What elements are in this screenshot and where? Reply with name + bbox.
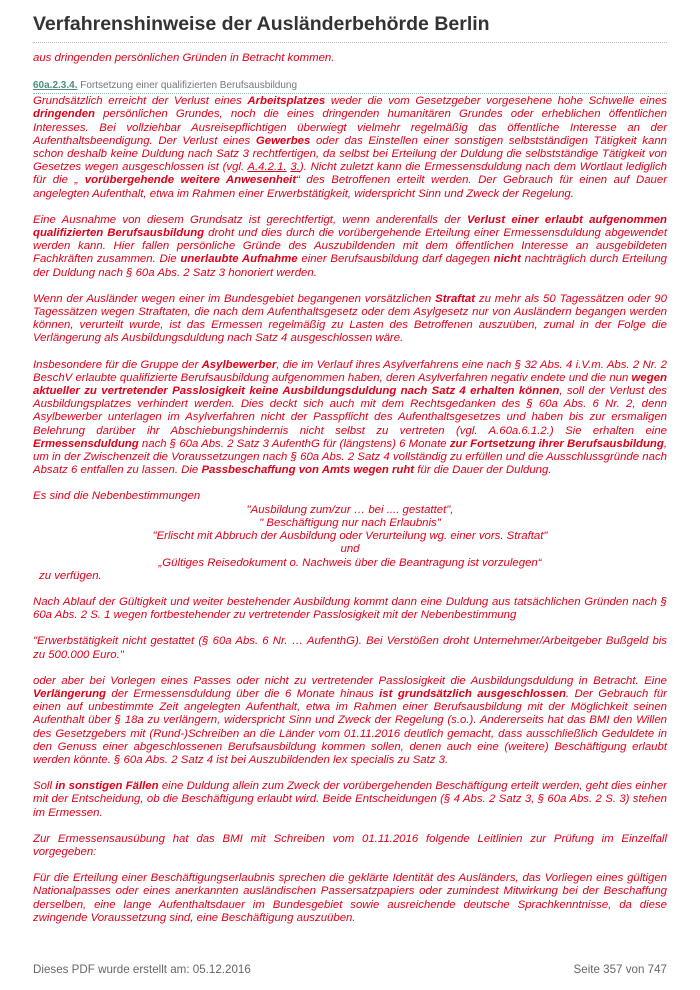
condition-line: "Erlischt mit Abbruch der Ausbildung oder Verurteilung wg. einer vors. Straftat" <box>152 530 548 543</box>
page-title: Verfahrenshinweise der Ausländerbehörde Berlin <box>33 13 490 35</box>
title-divider <box>33 42 667 43</box>
conditions-block <box>33 490 667 582</box>
conditions-lead: Es sind die Nebenbestimmungen <box>33 490 201 503</box>
condition-line: " Beschäftigung nur nach Erlaubnis" <box>259 516 441 529</box>
intro-text: aus dringenden persönlichen Gründen in Betracht kommen. <box>33 52 335 64</box>
paragraph-8: oder aber bei Vorlegen eines Passes oder nicht zu vertretender Passlosigkeit die Ausbildungsduldung in Betracht. Eine Verlängerung der Ermessensduldung über die 6 Monate hinaus ist grundsätzlich ausgeschlossen. Der Gebrauch für einen auf unbestimmte Zeit angelegten Aufenthalt, etwa im Rahmen einer Berufsausbildung mit der Möglichkeit seinen Aufenthalt über § 18a zu verlängern, widerspricht Sinn und Zweck der Regelung (s.o.). Andererseits hat das BMI den Willen des Gesetzgebers mit (Rund-)Schreiben an die Länder vom 01.11.2016 deutlich gemacht, dass ausschließlich Geduldete in den Genuss einer abgeschlossenen Berufsausbildung kommen sollen, denen auch eine (weitere) Beschäftigung erlaubt werden könnte. § 60a Abs. 2 Satz 4 ist bei Auszubildenden lex specialis zu Satz 3. <box>33 674 667 766</box>
document-page <box>33 0 667 925</box>
footer-created-date: Dieses PDF wurde erstellt am: 05.12.2016 <box>33 963 251 976</box>
paragraph-2: Eine Ausnahme von diesem Grundsatz ist gerechtfertigt, wenn anderenfalls der Verlust einer erlaubt aufgenommen qualifizierten Berufsausbildung droht und dies durch die vorübergehende Erteilung einer Ermessensduldung abgewendet werden kann. Hier fallen persönliche Gründe des Auszubildenden mit dem öffentlichen Interesse an ausgebildeten Fachkräften zusammen. Die unerlaubte Aufnahme einer Berufsausbildung darf dagegen nicht nachträglich durch Erteilung der Duldung nach § 60a Abs. 2 Satz 3 honoriert werden. <box>33 213 667 279</box>
section-heading <box>33 80 667 92</box>
footer-page-number: Seite 357 von 747 <box>573 963 667 976</box>
reference-link-a421[interactable]: A.4.2.1. <box>247 161 287 174</box>
paragraph-7: "Erwerbstätigkeit nicht gestattet (§ 60a Abs. 6 Nr. … AufenthG). Bei Verstößen droht Unternehmer/Arbeitgeber Bußgeld bis zu 500.000 Euro." <box>33 635 667 661</box>
conditions-tail: zu verfügen. <box>39 569 102 582</box>
paragraph-1: Grundsätzlich erreicht der Verlust eines Arbeitsplatzes weder die vom Gesetzgeber vorgesehene hohe Schwelle eines dringenden persönlichen Grundes, noch die eines dringenden humanitären Grundes oder erheblichen öffentlichen Interesses. Bei vollziehbar Ausreisepflichtigen überwiegt vielmehr regelmäßig das öffentliche Interesse an der Aufenthaltsbeendigung. Der Verlust eines Gewerbes oder das Einstellen einer sonstigen selbstständigen Tätigkeit kann schon deshalb keine Duldung nach Satz 3 rechtfertigen, da selbst bei Erteilung der Duldung die selbstständige Tätigkeit von Gesetzes wegen ausgeschlossen ist (vgl. A.4.2.1. 3.). Nicht zuletzt kann die Ermessensduldung nach dem Wortlaut lediglich für die „ vorübergehende weitere Anwesenheit“ des Betroffenen erteilt werden. Der Gebrauch für einen auf Dauer angelegten Aufenthalt, etwa im Rahmen einer Erwerbstätigkeit, widerspricht Sinn und Zweck der Regelung. <box>33 95 667 200</box>
section-number-link[interactable]: 60a.2.3.4. <box>33 80 78 92</box>
paragraph-10: Zur Ermessensausübung hat das BMI mit Schreiben vom 01.11.2016 folgende Leitlinien zur Prüfung im Einzelfall vorgegeben: <box>33 832 667 858</box>
reference-link-3[interactable]: 3. <box>290 161 300 174</box>
paragraph-4: Insbesondere für die Gruppe der Asylbewerber, die im Verlauf ihres Asylverfahrens eine nach § 32 Abs. 4 i.V.m. Abs. 2 Nr. 2 BeschV erlaubte qualifizierte Berufsausbildung aufgenommen haben, deren Asylverfahren negativ endete und die nun wegen aktueller zu vertretender Passlosigkeit keine Ausbildungsduldung nach Satz 4 erhalten können, soll der Verlust des Ausbildungsplatzes verhindert werden. Dies deckt sich auch mit dem Rechtsgedanken des § 60a Abs. 6 Nr. 2, denn Asylbewerber unterlagen im Asylverfahren nicht der Passpflicht des Aufenthaltsgesetzes und haben bis zur ersmaligen Belehrung darüber ihr Abschiebungshindernis nicht selbst zu vertreten (vgl. A.60a.6.1.2.) Sie erhalten eine Ermessensduldung nach § 60a Abs. 2 Satz 3 AufenthG für (längstens) 6 Monate zur Fortsetzung ihrer Berufsausbildung, um in der Zwischenzeit die Voraussetzungen nach § 60a Abs. 2 Satz 4 vollständig zu erfüllen und die Ausschlussgründe nach Absatz 6 entfallen zu lassen. Die Passbeschaffung von Amts wegen ruht für die Dauer der Duldung. <box>33 358 668 477</box>
paragraph-6: Nach Ablauf der Gültigkeit und weiter bestehender Ausbildung kommt dann eine Duldung aus tatsächlichen Gründen nach § 60a Abs. 2 S. 1 wegen fortbestehender zu vertretender Passlosigkeit mit der Nebenbestimmung <box>33 595 667 622</box>
condition-line: "Ausbildung zum/zur … bei .... gestattet", <box>246 503 454 516</box>
paragraph-3: Wenn der Ausländer wegen einer im Bundesgebiet begangenen vorsätzlichen Straftat zu mehr als 50 Tagessätzen oder 90 Tagessätzen wegen Straftaten, die nach dem Aufenthaltsgesetz oder dem Asylgesetz nur von Ausländern begangen werden können, verurteilt wurde, ist das Ermessen regelmäßig zu Lasten des Betroffenen auszuüben, zumal in der Folge die Verlängerung als Ausbildungsduldung nach Satz 4 ausgeschlossen wäre. <box>33 292 667 345</box>
paragraph-11: Für die Erteilung einer Beschäftigungserlaubnis sprechen die geklärte Identität des Ausländers, das Vorliegen eines gültigen Nationalpasses oder eines anerkannten ausländischen Passersatzpapiers oder zumindest Mitwirkung bei der Beschaffung derselben, eine lange Aufenthaltsdauer im Bundesgebiet sowie ausreichende deutsche Sprachkenntnisse, da diese zwingende Voraussetzung sind, eine Beschäftigung auszuüben. <box>33 872 667 924</box>
section-divider <box>33 93 667 94</box>
condition-line: „Gültiges Reisedokument o. Nachweis über die Beantragung ist vorzulegen“ <box>158 556 542 569</box>
condition-line: und <box>340 543 360 556</box>
section-title: Fortsetzung einer qualifizierten Berufsausbildung <box>77 80 298 92</box>
paragraph-9: Soll in sonstigen Fällen eine Duldung allein zum Zweck der vorübergehenden Beschäftigung erteilt werden, geht dies einher mit der Entscheidung, ob die Beschäftigung erlaubt wird. Beide Entscheidungen (§ 4 Abs. 2 Satz 3, § 60a Abs. 2 S. 3) stehen im Ermessen. <box>33 780 667 819</box>
